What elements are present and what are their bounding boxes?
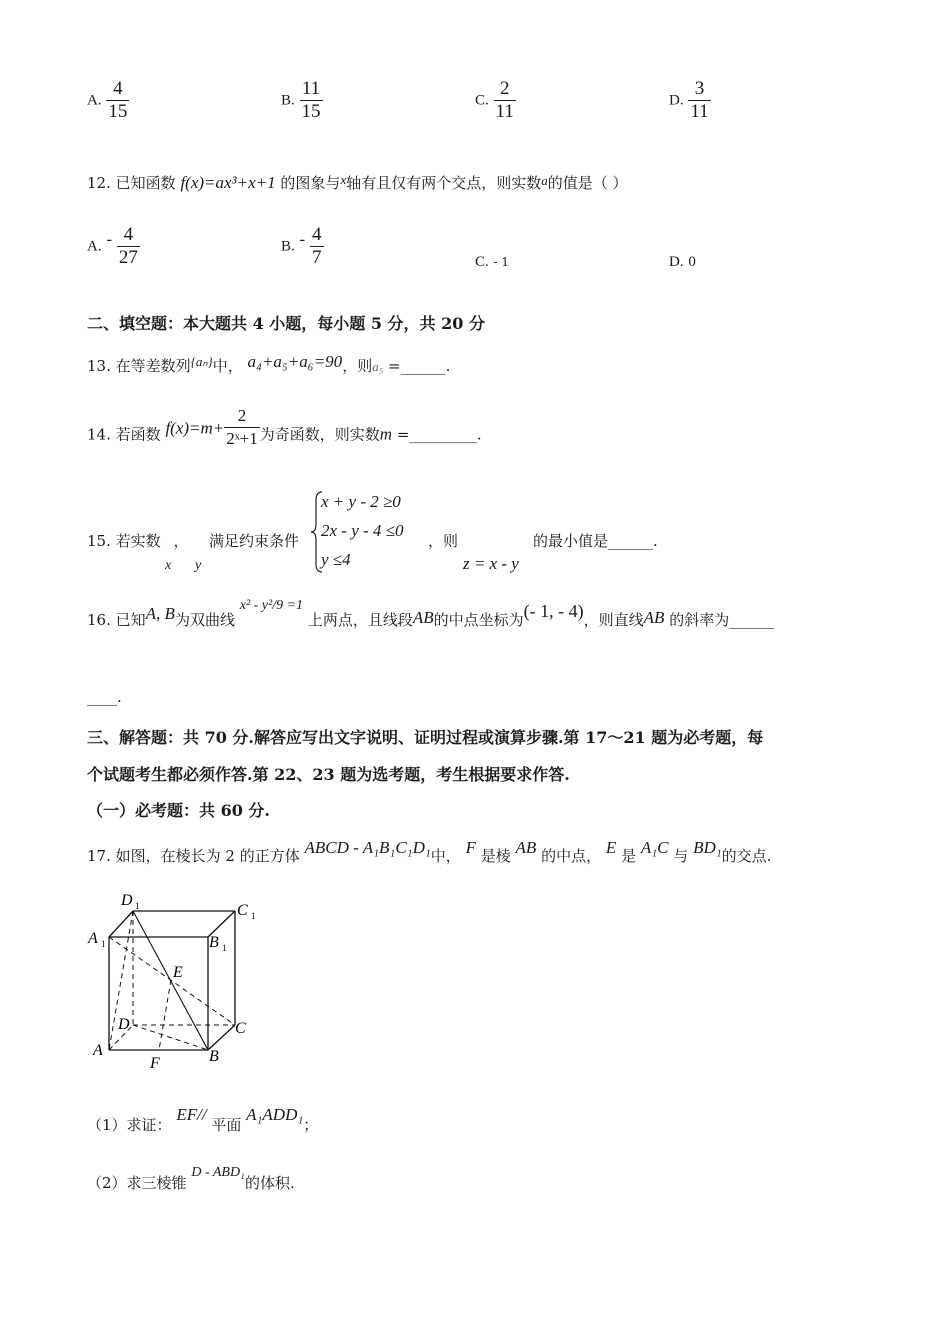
q16: 16. 已知A, B为双曲线 x² - y²/9 =1 上两点，且线段AB的中点坐标为(- 1, - 4)，则直线AB 的斜率为______ bbox=[87, 598, 775, 629]
q17-part2: （2）求三棱锥 D - ABD₁的体积. bbox=[87, 1165, 295, 1192]
fraction: $\frac{2}{\text{2ˣ+1}}$ bbox=[226, 406, 258, 448]
fraction: $\frac{4}{7}$ bbox=[312, 224, 322, 268]
section2-title: 二、填空题：本大题共 4 小题，每小题 5 分，共 20 分 bbox=[87, 314, 485, 333]
q11-option-b[interactable]: B. $\frac{11}{15}$ bbox=[281, 78, 321, 122]
label-B: B bbox=[209, 1048, 219, 1065]
q12-option-b[interactable]: B. - $\frac{4}{7}$ bbox=[281, 224, 322, 268]
label-D1: D bbox=[121, 892, 133, 909]
q11-option-d[interactable]: D. $\frac{3}{11}$ bbox=[669, 78, 709, 122]
fraction: $\frac{4}{27}$ bbox=[118, 224, 138, 268]
q15-tail: 的最小值是______. bbox=[533, 532, 658, 550]
label-B1: B bbox=[209, 934, 219, 951]
q15-constraint-1: x + y - 2 ≥0 bbox=[321, 492, 401, 511]
section3-line2: 个试题考生都必须作答.第 22、23 题为选考题，考生根据要求作答. bbox=[87, 765, 570, 784]
q15-stem: 15. 若实数 ， bbox=[87, 532, 189, 550]
q15-constraint-2: 2x - y - 4 ≤0 bbox=[321, 521, 404, 540]
q15-constraint-3: y ≤4 bbox=[321, 550, 351, 569]
label-A1-sub: 1 bbox=[101, 939, 106, 949]
q15-then: ，则 bbox=[428, 532, 459, 550]
q11-option-a[interactable]: A. $\frac{4}{15}$ bbox=[87, 78, 128, 122]
q12-option-a[interactable]: A. - $\frac{4}{27}$ bbox=[87, 224, 138, 268]
q12-option-d[interactable]: D. 0 bbox=[669, 254, 696, 270]
q11-option-c[interactable]: C. $\frac{2}{11}$ bbox=[475, 78, 514, 122]
q17-stem: 17. 如图，在棱长为 2 的正方体 ABCD - A₁B₁C₁D₁中， F 是棱 AB 的中点， E 是 A₁C 与 BD₁的交点. bbox=[87, 838, 772, 865]
q15-answer-blank[interactable]: ______. bbox=[608, 532, 658, 550]
q15-var-x: x bbox=[165, 558, 172, 573]
q17-part1: （1）求证： EF// 平面 A₁ADD₁； bbox=[87, 1105, 319, 1134]
fraction: $\frac{11}{15}$ bbox=[301, 78, 321, 122]
label-A: A bbox=[93, 1042, 103, 1059]
q12-stem: 12. 已知函数 f(x)=ax³+x+1 的图象与x轴有且仅有两个交点，则实数a的值是（ ） bbox=[87, 172, 628, 192]
q15-var-y: y bbox=[195, 558, 202, 573]
cube-figure bbox=[85, 885, 265, 1075]
q15-objective: z = x - y bbox=[463, 554, 519, 573]
fraction: $\frac{3}{11}$ bbox=[690, 78, 709, 122]
fraction: $\frac{2}{11}$ bbox=[495, 78, 514, 122]
q14: 14. 若函数 f(x)=m+ $\frac{2}{\text{2ˣ+1}}$ 为奇函数，则实数m =_________. bbox=[87, 406, 482, 448]
q15-constraint-label: 满足约束条件 bbox=[209, 532, 300, 550]
q16-answer-blank-cont[interactable]: ____. bbox=[87, 688, 122, 706]
section3-sub: （一）必考题：共 60 分. bbox=[87, 801, 270, 820]
label-C1: C bbox=[237, 902, 248, 919]
label-D1-sub: 1 bbox=[135, 901, 140, 911]
label-C1-sub: 1 bbox=[251, 911, 256, 921]
q14-answer-blank[interactable]: _________. bbox=[409, 425, 482, 444]
q13: 13. 在等差数列{aₙ}中， a₄+a₅+a₆=90，则a₅ =______. bbox=[87, 352, 451, 375]
q12-option-c[interactable]: C. - 1 bbox=[475, 254, 510, 270]
q13-answer-blank[interactable]: ______. bbox=[400, 357, 451, 375]
q12-formula: f(x)=ax³+x+1 bbox=[180, 173, 276, 192]
label-F: F bbox=[150, 1055, 160, 1072]
label-C: C bbox=[235, 1020, 246, 1037]
label-D: D bbox=[118, 1016, 130, 1033]
label-B1-sub: 1 bbox=[222, 943, 227, 953]
label-E: E bbox=[173, 964, 183, 981]
fraction: $\frac{4}{15}$ bbox=[108, 78, 128, 122]
section3-line1: 三、解答题：共 70 分.解答应写出文字说明、证明过程或演算步骤.第 17～21 题为必考题，每 bbox=[87, 728, 764, 747]
q16-answer-blank[interactable]: ______ bbox=[729, 611, 775, 629]
label-A1: A bbox=[88, 930, 98, 947]
